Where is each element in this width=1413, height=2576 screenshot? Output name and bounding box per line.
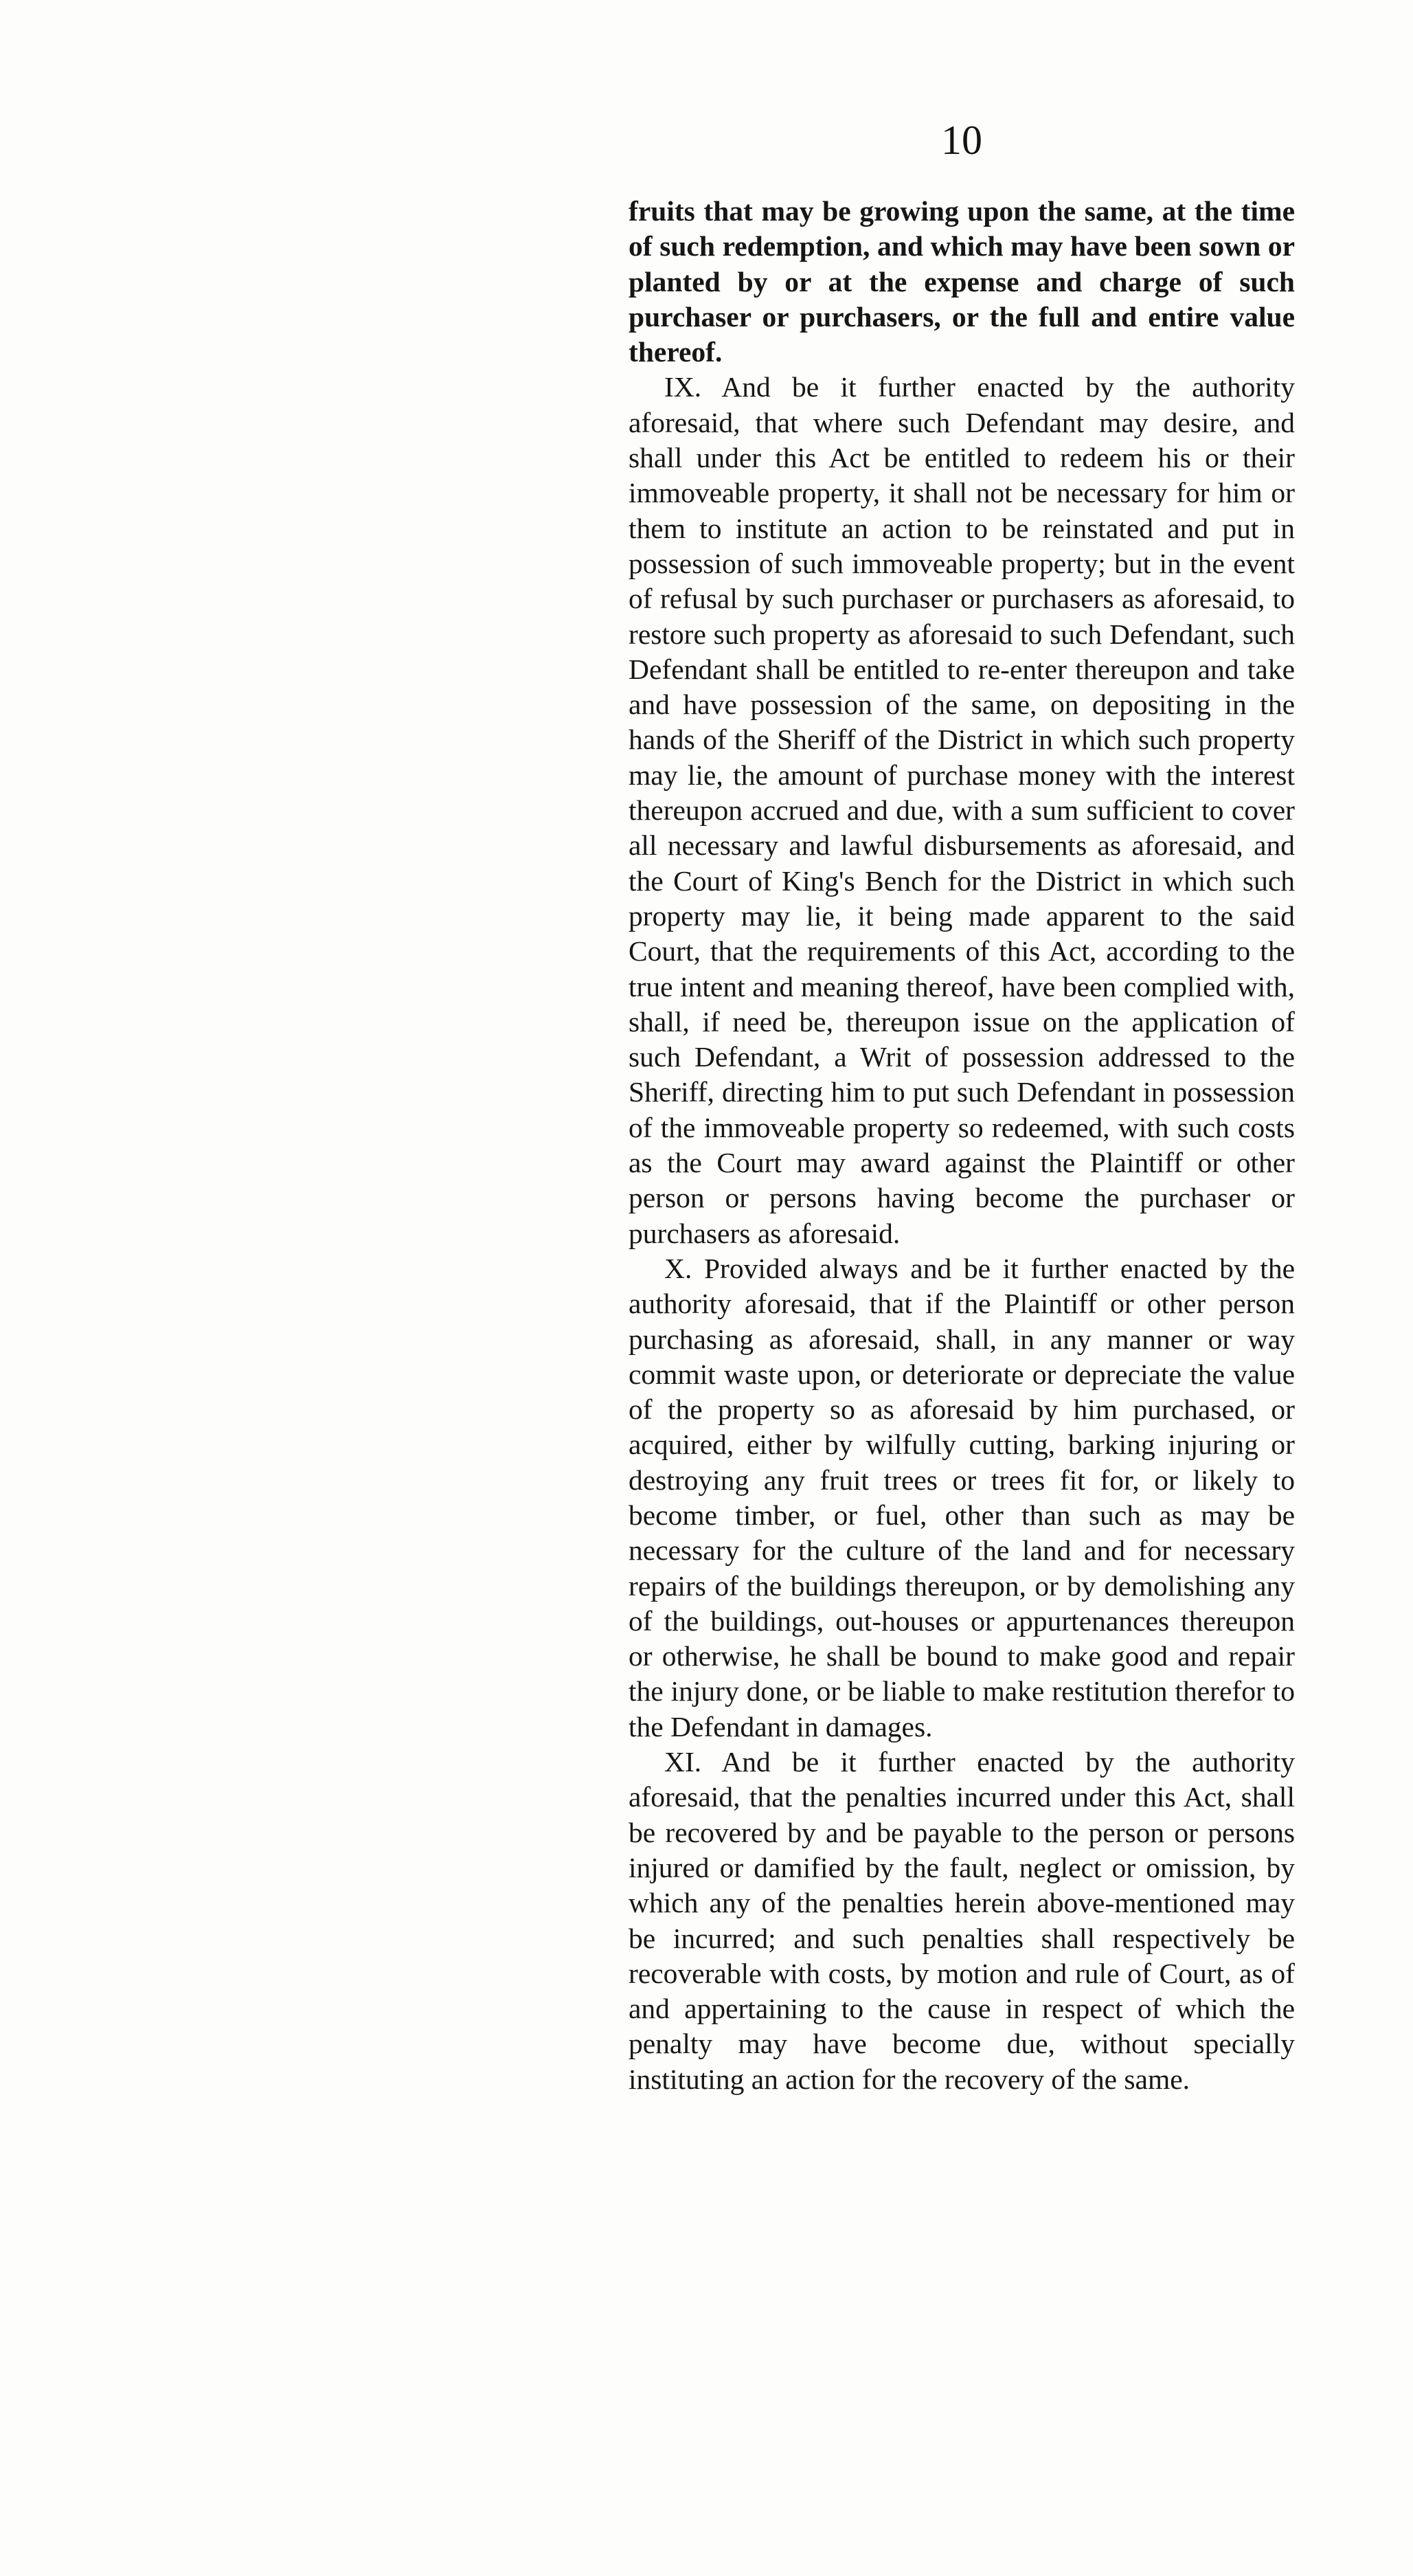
paragraph-section-ix: IX. And be it further enacted by the authority aforesaid, that where such Defendant may desire, and shall under this Act be entitled to redeem his or their immoveable property, it shall not be necessary for him or them to institute an action to be reinstated and put in possession of such immoveable property; but in the event of refusal by such purchaser or purchasers as aforesaid, to restore such property as aforesaid to such Defendant, such Defendant shall be entitled to re-enter thereupon and take and have possession of the same, on depositing in the hands of the Sheriff of the District in which such property may lie, the amount of purchase money with the interest thereupon accrued and due, with a sum sufficient to cover all necessary and lawful disbursements as aforesaid, and the Court of King's Bench for the District in which such property may lie, it being made apparent to the said Court, that the requirements of this Act, according to the true intent and meaning thereof, have been complied with, shall, if need be, thereupon issue on the application of such Defendant, a Writ of possession addressed to the Sheriff, directing him to put such Defendant in possession of the immoveable property so redeemed, with such costs as the Court may award against the Plaintiff or other person or persons having become the purchaser or purchasers as aforesaid. bbox=[629, 371, 1295, 1249]
paragraph-continuation: fruits that may be growing upon the same, at the time of such redemption, and which may have been sown or planted by or at the expense and charge of such purchaser or purchasers, or the full and entire value thereof. bbox=[629, 195, 1295, 368]
page-number: 10 bbox=[941, 117, 982, 163]
paragraph-section-x: X. Provided always and be it further enacted by the authority aforesaid, that if the Plaintiff or other person purchasing as aforesaid, shall, in any manner or way commit waste upon, or deteriorate or depreciate the value of the property so as aforesaid by him purchased, or acquired, either by wilfully cutting, barking injuring or destroying any fruit trees or trees fit for, or likely to become timber, or fuel, other than such as may be necessary for the culture of the land and for necessary repairs of the buildings thereupon, or by demolishing any of the buildings, out-houses or appurtenances thereupon or otherwise, he shall be bound to make good and repair the injury done, or be liable to make restitution therefor to the Defendant in damages. bbox=[629, 1252, 1295, 1743]
text-column bbox=[629, 194, 1295, 2097]
paragraph-section-xi: XI. And be it further enacted by the authority aforesaid, that the penalties incurred under this Act, shall be recovered by and be payable to the person or persons injured or damified by the fault, neglect or omission, by which any of the penalties herein above-mentioned may be incurred; and such penalties shall respectively be recoverable with costs, by motion and rule of Court, as of and appertaining to the cause in respect of which the penalty may have become due, without specially instituting an action for the recovery of the same. bbox=[629, 1746, 1295, 2095]
